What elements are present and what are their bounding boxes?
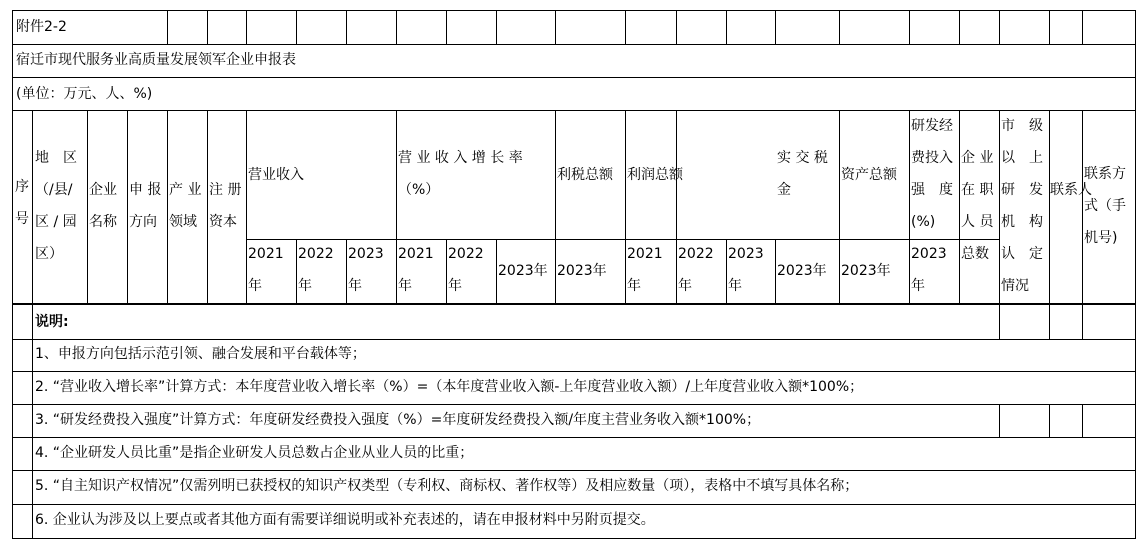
- header-rd-staff: 总数: [961, 246, 989, 262]
- year-label: 2021: [398, 246, 434, 262]
- header-paid-tax: 金: [777, 182, 791, 198]
- grid-line-vertical: [625, 110, 626, 304]
- grid-line-vertical: [167, 110, 168, 304]
- header-growth: 营 业 收 入 增 长 率: [398, 150, 523, 166]
- header-industry: 产 业: [169, 182, 202, 198]
- header-seq: 序: [15, 179, 29, 195]
- grid-line-vertical: [909, 10, 910, 45]
- grid-line-vertical: [396, 110, 397, 304]
- grid-line-horizontal: [909, 239, 1000, 240]
- header-industry: 领域: [169, 214, 197, 230]
- year-label: 年: [298, 278, 312, 294]
- header-seq: 号: [15, 211, 29, 227]
- unit-note: (单位：万元、人、%): [16, 86, 153, 102]
- grid-line-vertical: [296, 10, 297, 45]
- grid-line-vertical: [1135, 10, 1136, 539]
- year-label: 2023年: [841, 263, 891, 279]
- note-item: 4. “企业研发人员比重”是指企业研发人员总数占企业从业人员的比重；: [35, 445, 474, 461]
- grid-line-vertical: [396, 10, 397, 45]
- grid-line-vertical: [446, 10, 447, 45]
- header-company: 企业: [89, 182, 117, 198]
- header-city-rd: 研 发: [1001, 182, 1043, 198]
- grid-line-vertical: [446, 239, 447, 304]
- year-label: 2022: [298, 246, 334, 262]
- note-item: 3. “研发经费投入强度”计算方式：年度研发经费投入强度（%）=年度研发经费投入额/年度主营业务收入额*100%；: [35, 412, 761, 428]
- note-item: 2. “营业收入增长率”计算方式：本年度营业收入增长率（%）=（本年度营业收入额-上年度营业收入额）/上年度营业收入额*100%；: [35, 379, 864, 395]
- header-region: 区 / 园: [35, 214, 77, 230]
- grid-line-vertical: [726, 10, 727, 45]
- grid-line-horizontal: [12, 303, 1136, 305]
- grid-line-horizontal: [12, 44, 1136, 45]
- header-capital: 资本: [209, 214, 237, 230]
- grid-line-vertical: [555, 110, 556, 304]
- header-contact-phone: 机号): [1084, 230, 1118, 246]
- grid-line-vertical: [676, 10, 677, 45]
- grid-line-vertical: [1082, 303, 1083, 340]
- grid-line-horizontal: [12, 371, 1136, 372]
- grid-line-vertical: [999, 110, 1000, 304]
- grid-line-vertical: [207, 10, 208, 45]
- grid-line-vertical: [1049, 10, 1050, 45]
- year-label: 2021: [627, 246, 663, 262]
- grid-line-vertical: [775, 239, 776, 304]
- header-city-rd: 认 定: [1001, 246, 1043, 262]
- grid-line-vertical: [1082, 10, 1083, 45]
- grid-line-vertical: [346, 10, 347, 45]
- grid-line-horizontal: [12, 339, 1136, 340]
- year-label: 年: [448, 278, 462, 294]
- grid-line-horizontal: [12, 437, 1136, 438]
- year-label: 2023年: [498, 263, 548, 279]
- year-label: 年: [348, 278, 362, 294]
- header-profit: 利润总额: [627, 167, 683, 183]
- header-assets: 资产总额: [841, 167, 897, 183]
- header-direction: 方向: [129, 214, 157, 230]
- header-city-rd: 机 构: [1001, 214, 1043, 230]
- grid-line-vertical: [87, 110, 88, 304]
- grid-line-vertical: [726, 239, 727, 304]
- grid-line-vertical: [1135, 10, 1136, 45]
- grid-line-vertical: [167, 10, 168, 45]
- grid-line-vertical: [839, 110, 840, 304]
- header-capital: 注 册: [209, 182, 242, 198]
- grid-line-vertical: [555, 10, 556, 45]
- grid-line-horizontal: [12, 77, 1136, 78]
- year-label: 2022: [448, 246, 484, 262]
- note-item: 5. “自主知识产权情况”仅需列明已获授权的知识产权类型（专利权、商标权、著作权等）及相应数量（项），表格中不填写具体名称；: [35, 478, 859, 494]
- header-region: （/县/: [35, 182, 73, 198]
- year-label: 2021: [248, 246, 284, 262]
- grid-line-vertical: [246, 110, 247, 304]
- header-rd-intensity: (%): [911, 214, 936, 230]
- grid-line-horizontal: [12, 470, 1136, 471]
- note-item: 1、申报方向包括示范引领、融合发展和平台载体等；: [35, 346, 366, 362]
- header-direction: 申 报: [129, 182, 162, 198]
- grid-line-vertical: [959, 10, 960, 45]
- header-city-rd: 情况: [1001, 278, 1029, 294]
- year-label: 2023: [348, 246, 384, 262]
- year-label: 2022: [678, 246, 714, 262]
- header-city-rd: 市 级: [1001, 118, 1043, 134]
- grid-line-horizontal: [12, 110, 1136, 111]
- year-label: 年: [627, 278, 641, 294]
- note-item: 6. 企业认为涉及以上要点或者其他方面有需要详细说明或补充表述的，请在申报材料中另附页提交。: [35, 512, 655, 528]
- grid-line-vertical: [1082, 404, 1083, 438]
- grid-line-vertical: [999, 404, 1000, 438]
- header-region: 地 区: [35, 150, 77, 166]
- notes-heading: 说明:: [35, 314, 69, 330]
- header-contact-phone: 式（手: [1084, 198, 1126, 214]
- header-growth: （%）: [398, 182, 440, 198]
- grid-line-vertical: [1049, 110, 1050, 304]
- year-label: 2023: [911, 246, 947, 262]
- grid-line-vertical: [32, 110, 33, 539]
- grid-line-vertical: [625, 10, 626, 45]
- header-company: 名称: [89, 214, 117, 230]
- grid-line-vertical: [839, 10, 840, 45]
- grid-line-horizontal: [12, 538, 1136, 539]
- grid-line-vertical: [999, 10, 1000, 45]
- grid-line-vertical: [1049, 303, 1050, 340]
- header-rd-staff: 人 员: [961, 214, 994, 230]
- grid-line-vertical: [207, 110, 208, 304]
- grid-line-vertical: [1082, 110, 1083, 304]
- grid-line-vertical: [775, 10, 776, 45]
- year-label: 2023年: [777, 263, 827, 279]
- header-tax: 利税总额: [557, 167, 613, 183]
- header-contact-phone: 联系方: [1084, 166, 1126, 182]
- annex-label: 附件2-2: [16, 19, 67, 35]
- grid-line-horizontal: [12, 504, 1136, 505]
- grid-line-horizontal: [12, 404, 1136, 405]
- grid-line-vertical: [12, 10, 13, 539]
- grid-line-vertical: [1049, 404, 1050, 438]
- year-label: 2023年: [557, 263, 607, 279]
- grid-line-vertical: [496, 10, 497, 45]
- grid-line-horizontal: [12, 10, 1136, 11]
- header-revenue: 营业收入: [248, 167, 304, 183]
- header-region: 区）: [35, 246, 63, 262]
- grid-line-vertical: [496, 239, 497, 304]
- grid-line-vertical: [346, 239, 347, 304]
- year-label: 年: [728, 278, 742, 294]
- header-rd-staff: 企 业: [961, 150, 994, 166]
- year-label: 年: [398, 278, 412, 294]
- grid-line-vertical: [959, 110, 960, 304]
- header-rd-intensity: 强 度: [911, 182, 953, 198]
- year-label: 年: [911, 278, 925, 294]
- year-label: 年: [248, 278, 262, 294]
- grid-line-vertical: [246, 10, 247, 45]
- header-paid-tax: 实 交 税: [777, 150, 828, 166]
- grid-line-vertical: [999, 303, 1000, 340]
- header-rd-intensity: 研发经: [911, 118, 953, 134]
- form-title: 宿迁市现代服务业高质量发展领军企业申报表: [16, 52, 296, 68]
- year-label: 年: [678, 278, 692, 294]
- header-contact-person: 联系人: [1050, 182, 1092, 198]
- grid-line-vertical: [296, 239, 297, 304]
- header-rd-staff: 在 职: [961, 182, 994, 198]
- header-city-rd: 以 上: [1001, 150, 1043, 166]
- grid-line-vertical: [676, 110, 677, 304]
- grid-line-vertical: [909, 110, 910, 304]
- header-rd-intensity: 费投入: [911, 150, 953, 166]
- grid-line-vertical: [127, 110, 128, 304]
- year-label: 2023: [728, 246, 764, 262]
